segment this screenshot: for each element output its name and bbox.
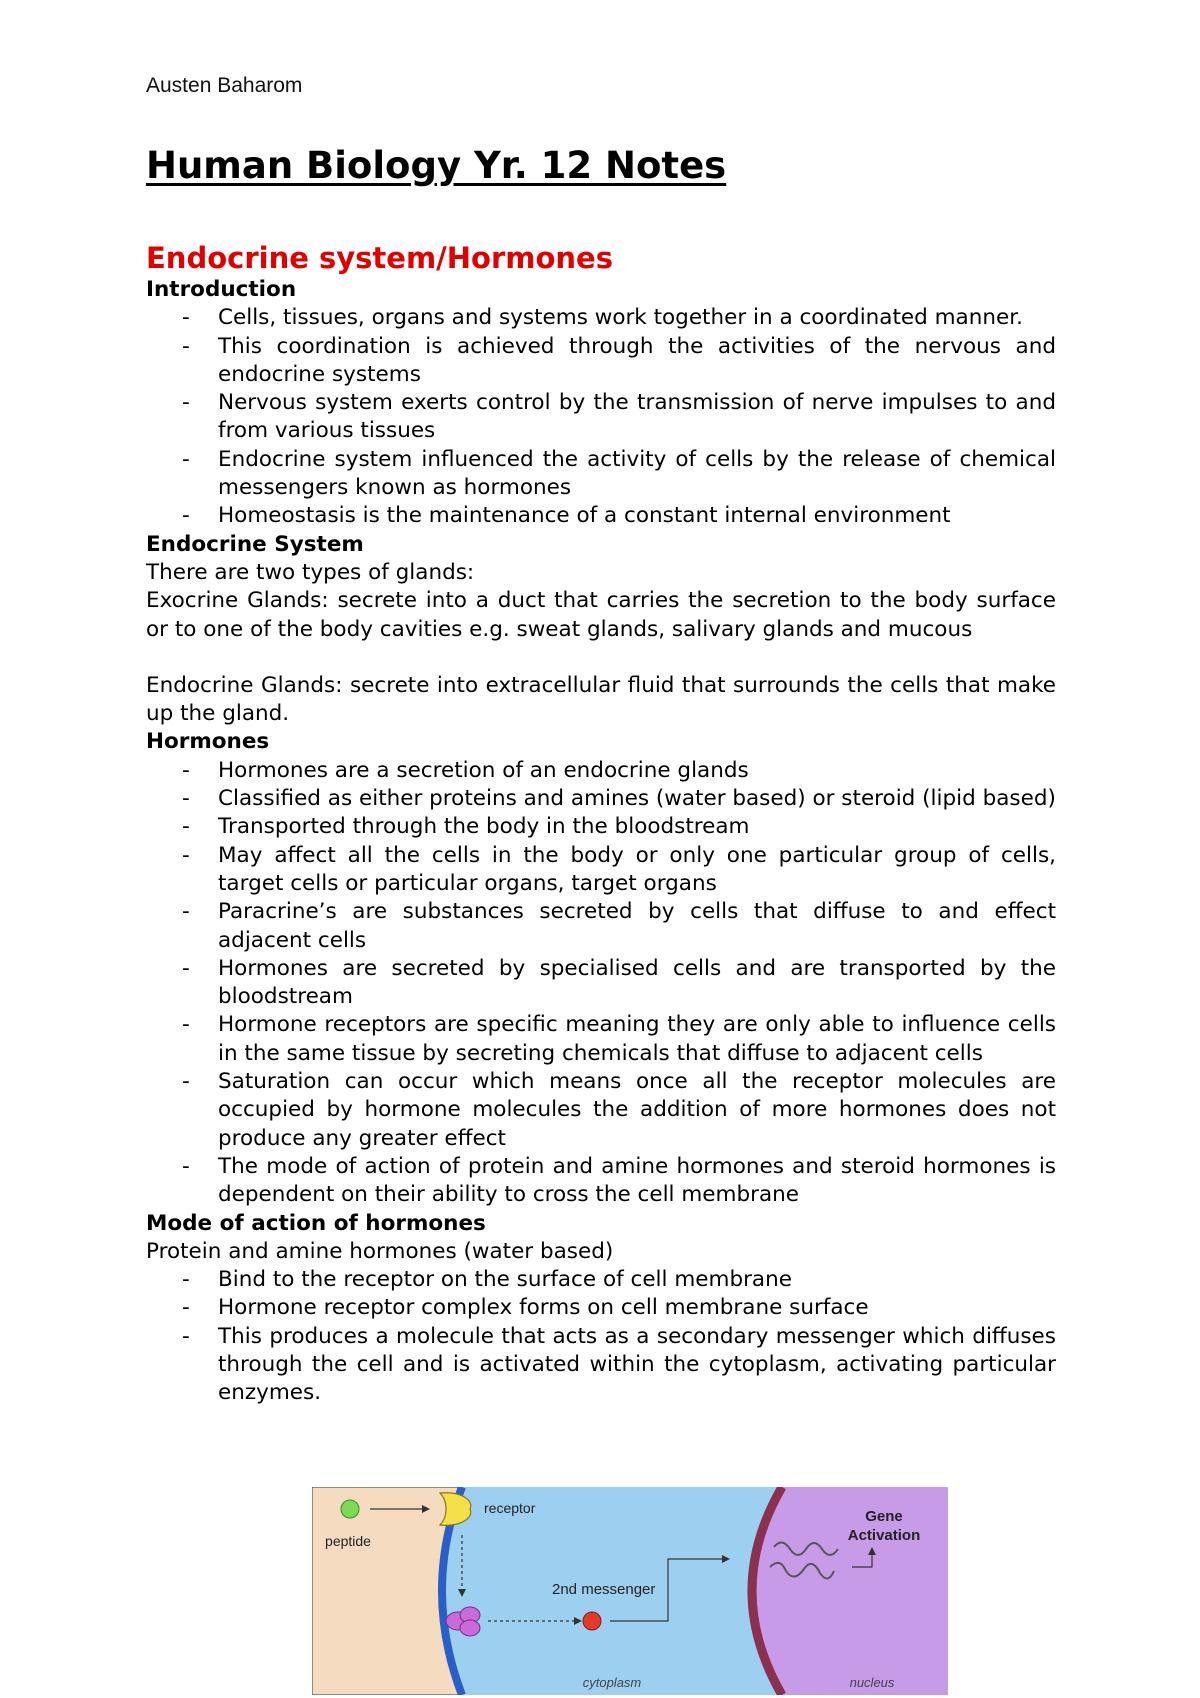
paragraph-gap [146,644,1056,672]
list-item: - Classified as either proteins and amines (water based) or steroid (lipid based) [182,786,1056,812]
section-title: Endocrine system/Hormones [146,241,613,275]
mode-of-action-heading: Mode of action of hormones [146,1210,486,1236]
list-item: - Homeostasis is the maintenance of a constant internal environment [182,503,951,529]
mode-of-action-subheading: Protein and amine hormones (water based) [146,1238,614,1264]
list-item: - Hormone receptors are specific meaning they are only able to influence cells in the same tissue by secreting chemicals that diffuse to adjacent cells [182,1012,1056,1066]
author-name: Austen Baharom [146,74,303,97]
document-title: Human Biology Yr. 12 Notes [146,144,727,187]
hormones-heading: Hormones [146,729,270,755]
cytoplasm-label: cytoplasm [582,1675,642,1690]
introduction-list [146,304,1056,530]
list-item: - Cells, tissues, organs and systems work together in a coordinated manner. [182,305,1023,331]
document-body [146,240,1056,1408]
peptide-label: peptide [325,1533,371,1549]
receptor-label: receptor [484,1500,536,1516]
list-item: - This coordination is achieved through the activities of the nervous and endocrine systems [182,333,1056,387]
list-item: - Endocrine system influenced the activity of cells by the release of chemical messengers known as hormones [182,446,1056,501]
hormones-list [146,757,1056,1210]
enzyme-icon [460,1620,480,1636]
exocrine-paragraph: Exocrine Glands: secrete into a duct that carries the secretion to the body surface or to one of the body cavities e.g. sweat glands, salivary glands and mucous [146,588,1056,642]
endocrine-paragraph: Endocrine Glands: secrete into extracellular fluid that surrounds the cells that make up the gland. [146,672,1056,727]
glands-intro: There are two types of glands: [146,559,475,585]
introduction-heading: Introduction [146,277,297,302]
second-messenger-label: 2nd messenger [552,1581,656,1598]
endocrine-system-heading: Endocrine System [146,531,364,557]
list-item: - Bind to the receptor on the surface of cell membrane [182,1267,792,1293]
list-item: - May affect all the cells in the body or only one particular group of cells, target cells or particular organs, target organs [182,842,1056,896]
hormone-molecule-icon [341,1500,359,1518]
gene-label: Gene [865,1508,903,1525]
list-item: - Hormones are secreted by specialised cells and are transported by the bloodstream [182,955,1056,1010]
list-item: - This produces a molecule that acts as a secondary messenger which diffuses through the cell and is activated within the cytoplasm, activating particular enzymes. [182,1323,1056,1406]
list-item: - Transported through the body in the bloodstream [182,814,750,840]
list-item: - Paracrine’s are substances secreted by cells that diffuse to and effect adjacent cells [182,899,1056,953]
list-item: - Nervous system exerts control by the transmission of nerve impulses to and from various tissues [182,390,1056,444]
mode-of-action-list [146,1266,1056,1407]
nucleus-label: nucleus [849,1675,895,1690]
diagram-svg [312,1487,948,1695]
list-item: - The mode of action of protein and amine hormones and steroid hormones is dependent on their ability to cross the cell membrane [182,1153,1056,1208]
list-item: - Hormones are a secretion of an endocrine glands [182,757,749,783]
nucleus-region [752,1487,948,1695]
hormone-action-diagram [312,1487,948,1695]
second-messenger-icon [583,1612,601,1630]
activation-label: Activation [847,1527,921,1544]
list-item: - Saturation can occur which means once all the receptor molecules are occupied by hormone molecules the addition of more hormones does not produce any greater effect [182,1069,1056,1151]
list-item: - Hormone receptor complex forms on cell membrane surface [182,1295,869,1321]
